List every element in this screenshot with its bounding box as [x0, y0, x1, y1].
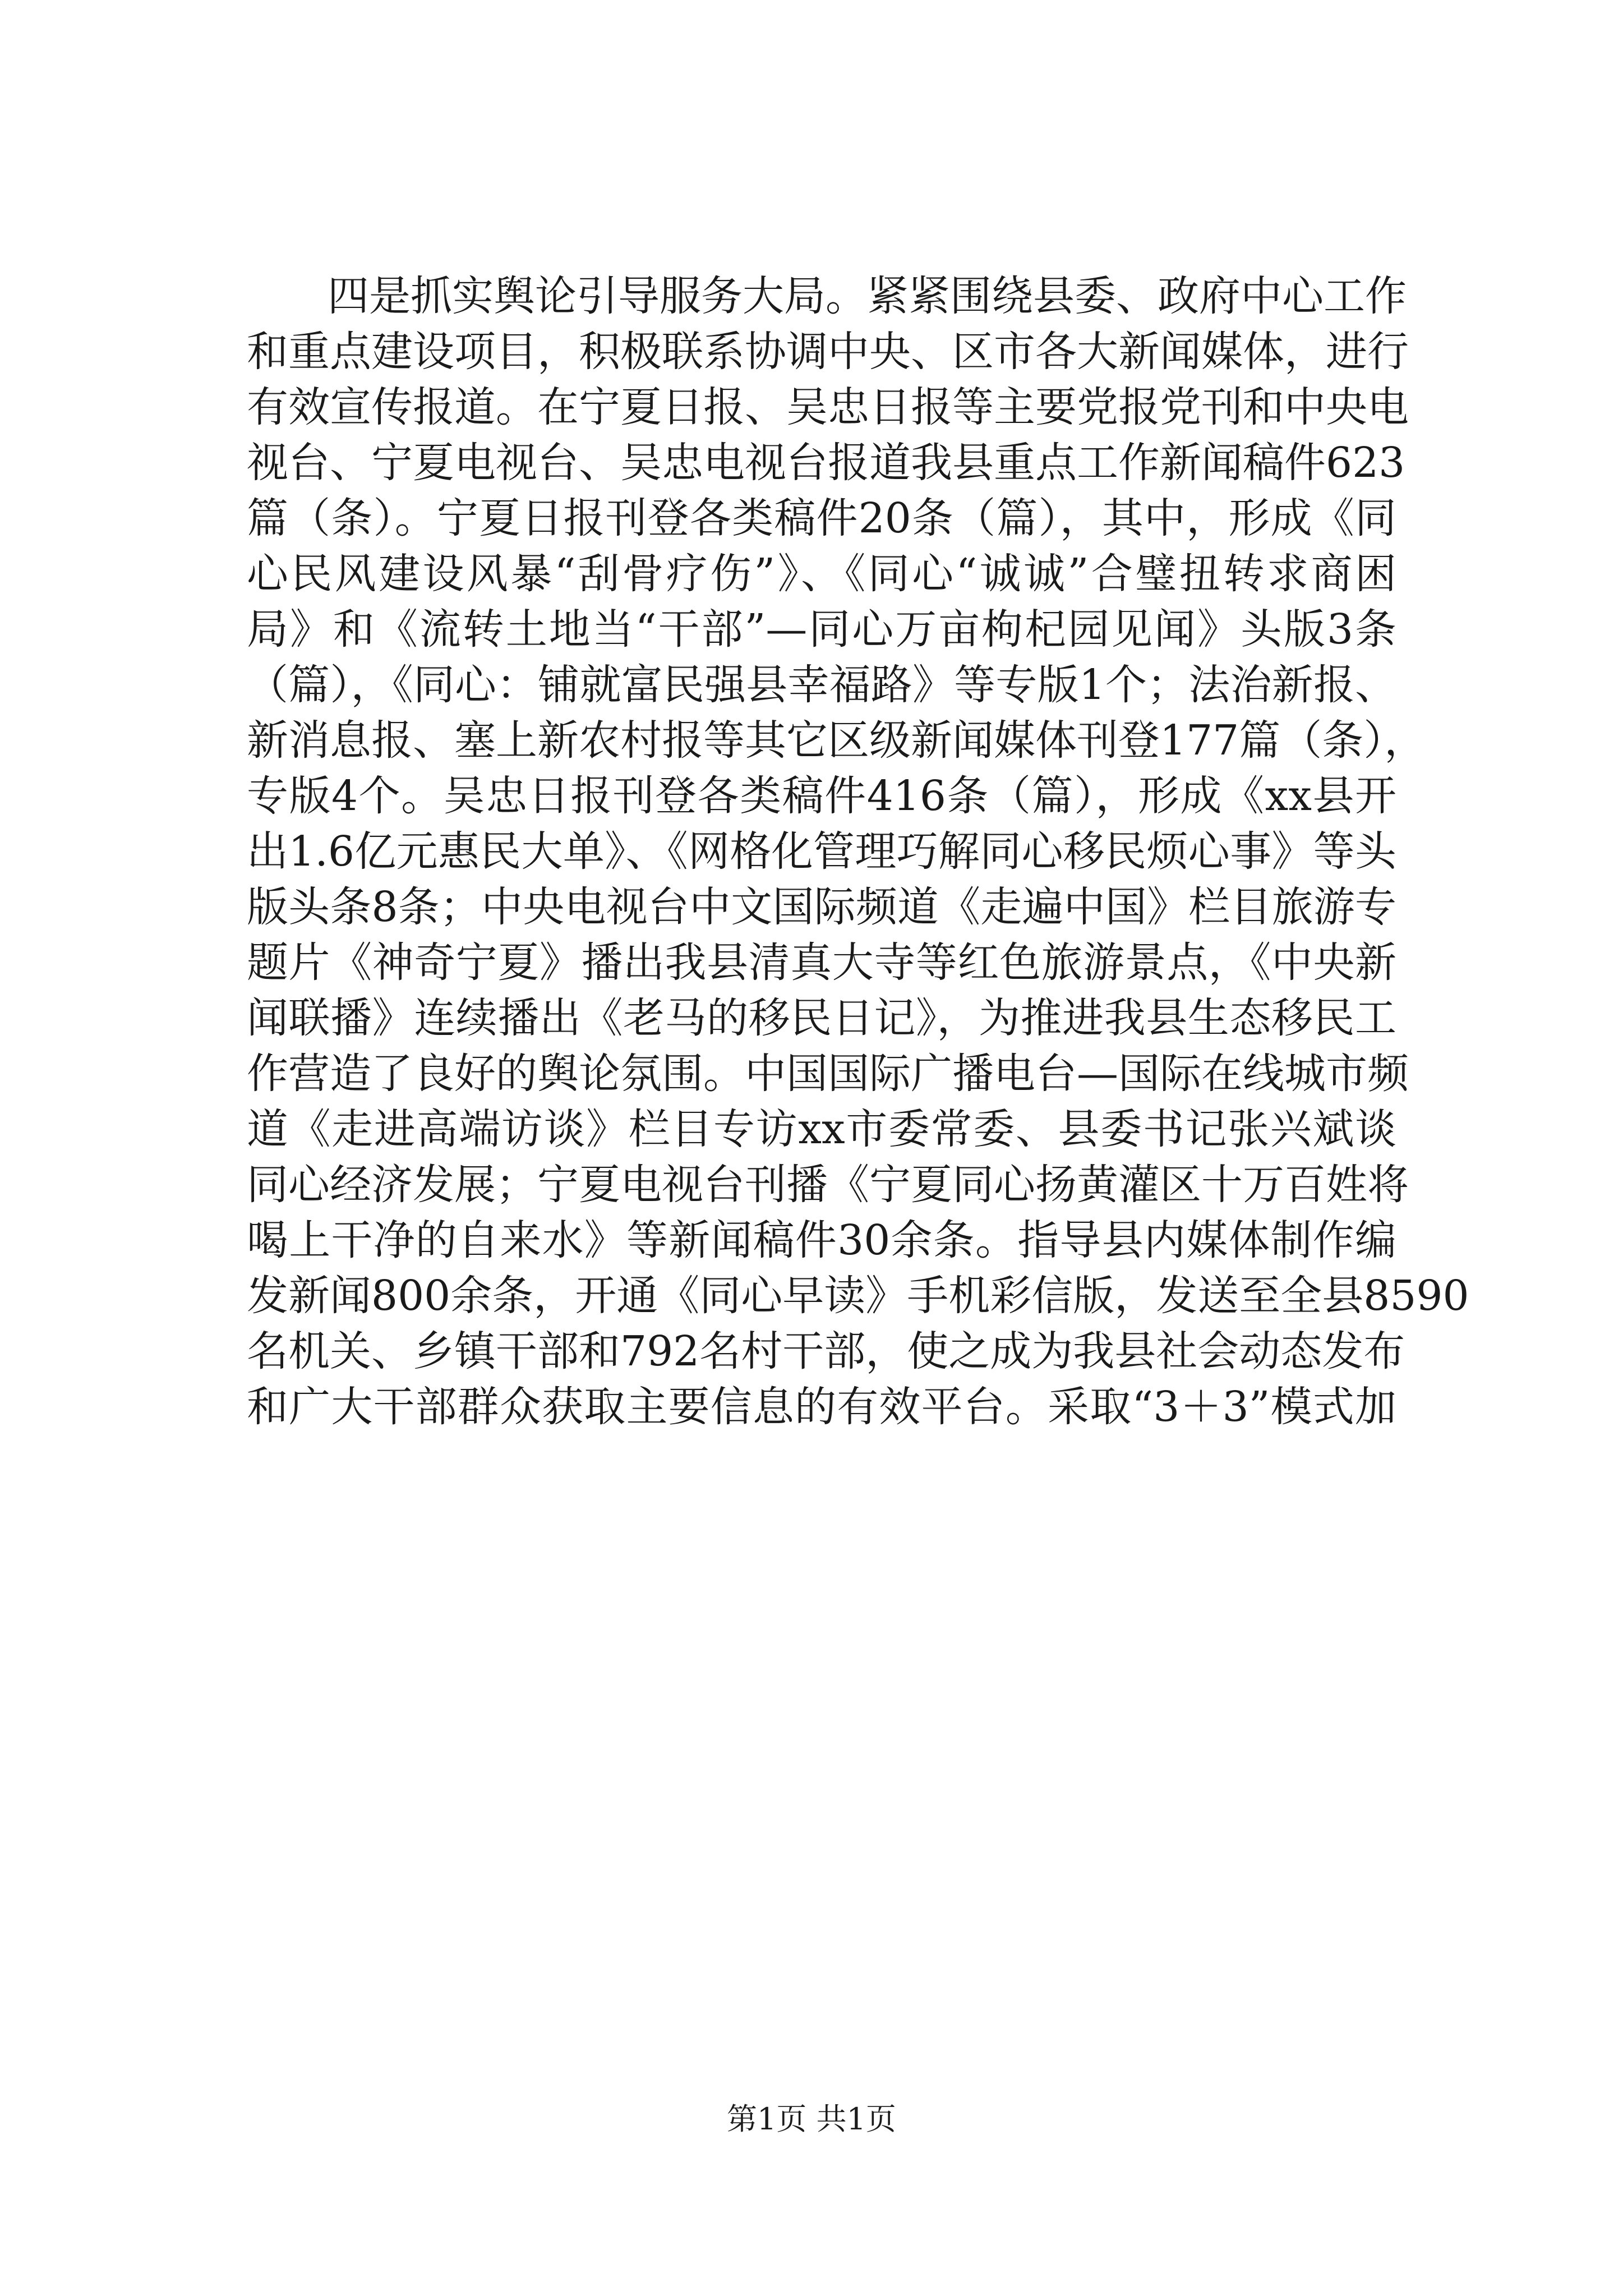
document-body [247, 272, 1469, 1438]
paragraph-line: 新消息报、塞上新农村报等其它区级新闻媒体刊登177篇（条）， [247, 716, 1426, 765]
paragraph-line: 专版4个。吴忠日报刊登各类稿件416条（篇），形成《xx县开 [247, 772, 1396, 820]
paragraph-line: 作营造了良好的舆论氛围。中国国际广播电台—国际在线城市频 [247, 1050, 1409, 1098]
paragraph-line: 心民风建设风暴“刮骨疗伤”》、《同心“诚诚”合璧扭转求商困 [247, 550, 1396, 598]
paragraph-line: 同心经济发展；宁夏电视台刊播《宁夏同心扬黄灌区十万百姓将 [247, 1161, 1409, 1209]
paragraph-line: 和广大干部群众获取主要信息的有效平台。采取“3＋3”模式加 [247, 1383, 1396, 1431]
paragraph-line: 有效宣传报道。在宁夏日报、吴忠日报等主要党报党刊和中央电 [247, 383, 1409, 431]
paragraph-line: 道《走进高端访谈》栏目专访xx市委常委、县委书记张兴斌谈 [247, 1105, 1396, 1153]
paragraph-line: 版头条8条；中央电视台中文国际频道《走遍中国》栏目旅游专 [247, 883, 1396, 931]
page-footer: 第1页 共1页 [727, 2101, 896, 2137]
paragraph-line: 局》和《流转土地当“干部”—同心万亩枸杞园见闻》头版3条 [247, 605, 1396, 654]
paragraph-line: 题片《神奇宁夏》播出我县清真大寺等红色旅游景点，《中央新 [247, 938, 1396, 987]
paragraph-line: 四是抓实舆论引导服务大局。紧紧围绕县委、政府中心工作 [328, 272, 1407, 320]
paragraph-line: 发新闻800余条，开通《同心早读》手机彩信版，发送至全县8590 [247, 1272, 1469, 1320]
paragraph-line: 和重点建设项目，积极联系协调中央、区市各大新闻媒体，进行 [247, 328, 1409, 376]
paragraph-line: 名机关、乡镇干部和792名村干部，使之成为我县社会动态发布 [247, 1327, 1405, 1375]
paragraph-line: （篇），《同心：铺就富民强县幸福路》等专版1个；法治新报、 [247, 661, 1396, 709]
paragraph-line: 喝上干净的自来水》等新闻稿件30余条。指导县内媒体制作编 [247, 1216, 1396, 1264]
paragraph-line: 视台、宁夏电视台、吴忠电视台报道我县重点工作新闻稿件623 [247, 439, 1405, 487]
paragraph-line: 闻联播》连续播出《老马的移民日记》，为推进我县生态移民工 [247, 994, 1396, 1042]
paragraph-line: 篇（条）。宁夏日报刊登各类稿件20条（篇），其中，形成《同 [247, 494, 1396, 542]
paragraph-line: 出1.6亿元惠民大单》、《网格化管理巧解同心移民烦心事》等头 [247, 827, 1396, 876]
